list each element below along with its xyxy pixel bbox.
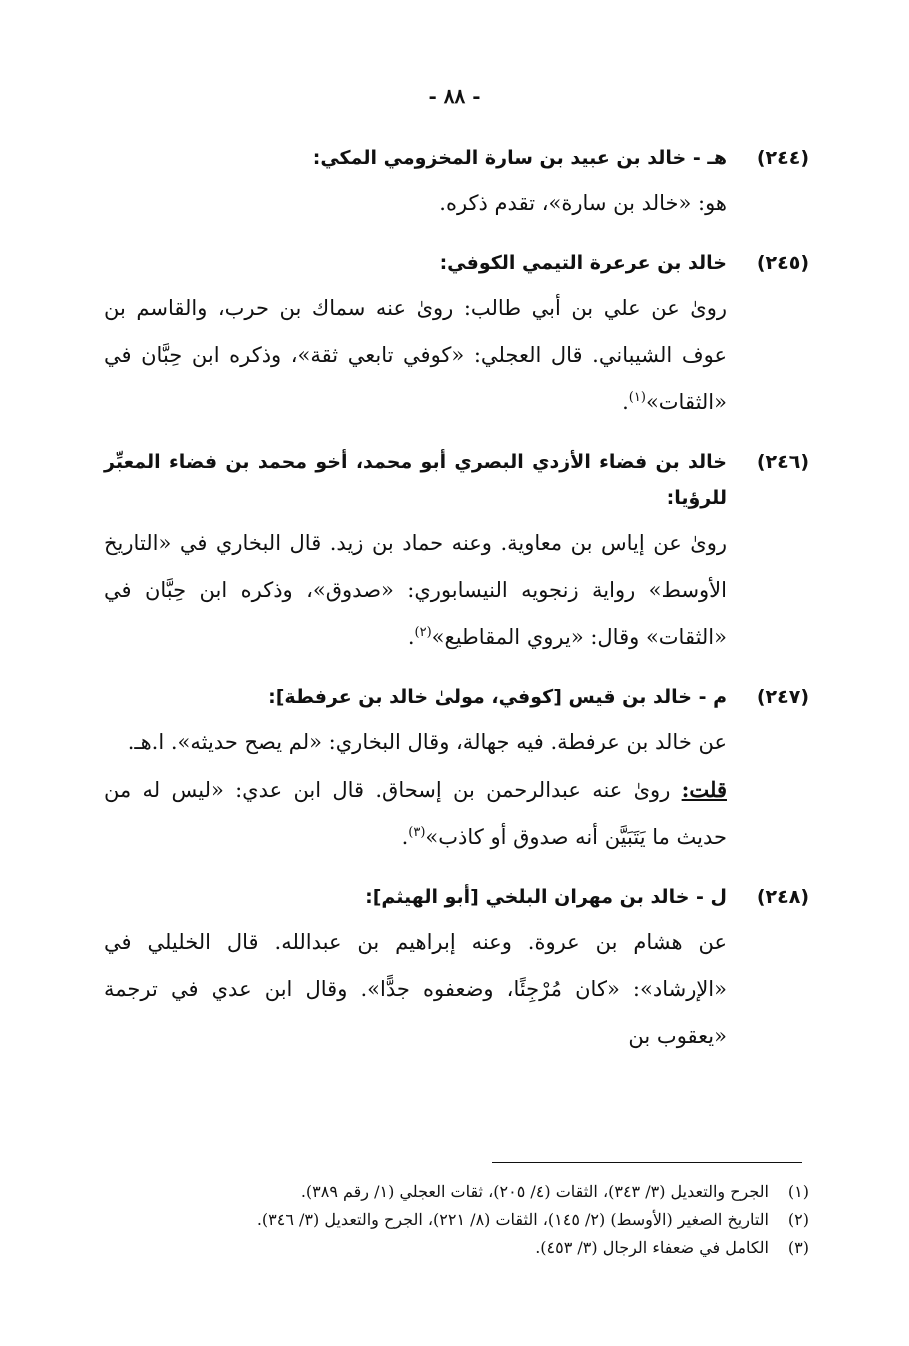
entry-heading — [104, 879, 809, 915]
entry-number: (٢٤٦) — [756, 451, 809, 473]
entry-heading — [104, 245, 809, 281]
footnote-text: الجرح والتعديل (٣/ ٣٤٣)، الثقات (٤/ ٢٠٥)، ثقات العجلي (١/ رقم ٣٨٩). — [300, 1182, 769, 1201]
footnote-ref[interactable]: (١) — [628, 390, 646, 405]
footnote-1 — [104, 1178, 809, 1206]
note-label: قلت: — [681, 777, 727, 802]
entry-paragraph — [104, 285, 809, 426]
footnote-ref[interactable]: (٢) — [414, 625, 432, 640]
entry-text: روىٰ عن إياس بن معاوية. وعنه حماد بن زيد. قال البخاري في «التاريخ الأوسط» رواية زنجويه النيسابوري: «صدوق»، وذكره ابن حِبَّان في «الثقات» وقال: «يروي المقاطيع» — [104, 531, 727, 649]
footnote-3 — [104, 1234, 809, 1262]
entry-title: خالد بن فضاء الأزدي البصري أبو محمد، أخو محمد بن فضاء المعبِّر للرؤيا: — [104, 451, 727, 509]
entry-title: هـ - خالد بن عبيد بن سارة المخزومي المكي: — [312, 147, 727, 169]
entry-body — [104, 919, 809, 1060]
footnote-2 — [104, 1206, 809, 1234]
footnote-number: (٣) — [787, 1238, 809, 1257]
footnote-text: التاريخ الصغير (الأوسط) (٢/ ١٤٥)، الثقات (٨/ ٢٢١)، الجرح والتعديل (٣/ ٣٤٦). — [256, 1210, 769, 1229]
entry-248 — [104, 879, 809, 1060]
entry-number: (٢٤٧) — [756, 686, 809, 708]
footnote-number: (١) — [787, 1182, 809, 1201]
entry-title: ل - خالد بن مهران البلخي [أبو الهيثم]: — [365, 886, 727, 908]
entry-number: (٢٤٤) — [756, 147, 809, 169]
entry-text-tail: . — [622, 390, 629, 414]
footnote-divider — [492, 1162, 802, 1163]
entry-paragraph: عن خالد بن عرفطة. فيه جهالة، وقال البخاري: «لم يصح حديثه». ا.هـ. — [127, 730, 727, 754]
entry-245 — [104, 245, 809, 426]
entry-244 — [104, 140, 809, 227]
entry-heading — [104, 140, 809, 176]
entry-number: (٢٤٥) — [756, 252, 809, 274]
entry-body — [104, 520, 809, 661]
entry-title: م - خالد بن قيس [كوفي، مولىٰ خالد بن عرفطة]: — [268, 686, 727, 708]
entry-body — [104, 719, 809, 861]
footnote-ref[interactable]: (٣) — [408, 825, 426, 840]
entry-247 — [104, 679, 809, 861]
entry-heading — [104, 444, 809, 516]
entry-heading — [104, 679, 809, 715]
entry-246 — [104, 444, 809, 661]
footnotes — [104, 1178, 809, 1262]
entry-body — [104, 180, 809, 227]
entry-number: (٢٤٨) — [756, 886, 809, 908]
entry-title: خالد بن عرعرة التيمي الكوفي: — [439, 252, 727, 274]
entry-text: روىٰ عن علي بن أبي طالب: روىٰ عنه سماك بن حرب، والقاسم بن عوف الشيباني. قال العجلي: «كوفي تابعي ثقة»، وذكره ابن حِبَّان في «الثقات» — [104, 296, 727, 414]
entry-text-tail: . — [407, 625, 415, 649]
entries-list — [104, 140, 809, 1078]
entry-paragraph — [104, 520, 809, 661]
footnote-number: (٢) — [787, 1210, 809, 1229]
entry-text-tail: . — [401, 825, 409, 849]
page-number: - ٨٨ - — [428, 84, 481, 108]
entry-body — [104, 285, 809, 426]
entry-text: روىٰ عنه عبدالرحمن بن إسحاق. قال ابن عدي: «ليس له من حديث ما يَتَبَيَّن أنه صدوق أو كاذب» — [104, 778, 727, 849]
entry-paragraph: هو: «خالد بن سارة»، تقدم ذكره. — [439, 191, 727, 215]
footnote-text: الكامل في ضعفاء الرجال (٣/ ٤٥٣). — [535, 1238, 769, 1257]
entry-paragraph — [104, 766, 809, 861]
entry-paragraph: عن هشام بن عروة. وعنه إبراهيم بن عبدالله. قال الخليلي في «الإرشاد»: «كان مُرْجِئًا، وضعفوه جدًّا». وقال ابن عدي في ترجمة «يعقوب بن — [104, 930, 727, 1048]
